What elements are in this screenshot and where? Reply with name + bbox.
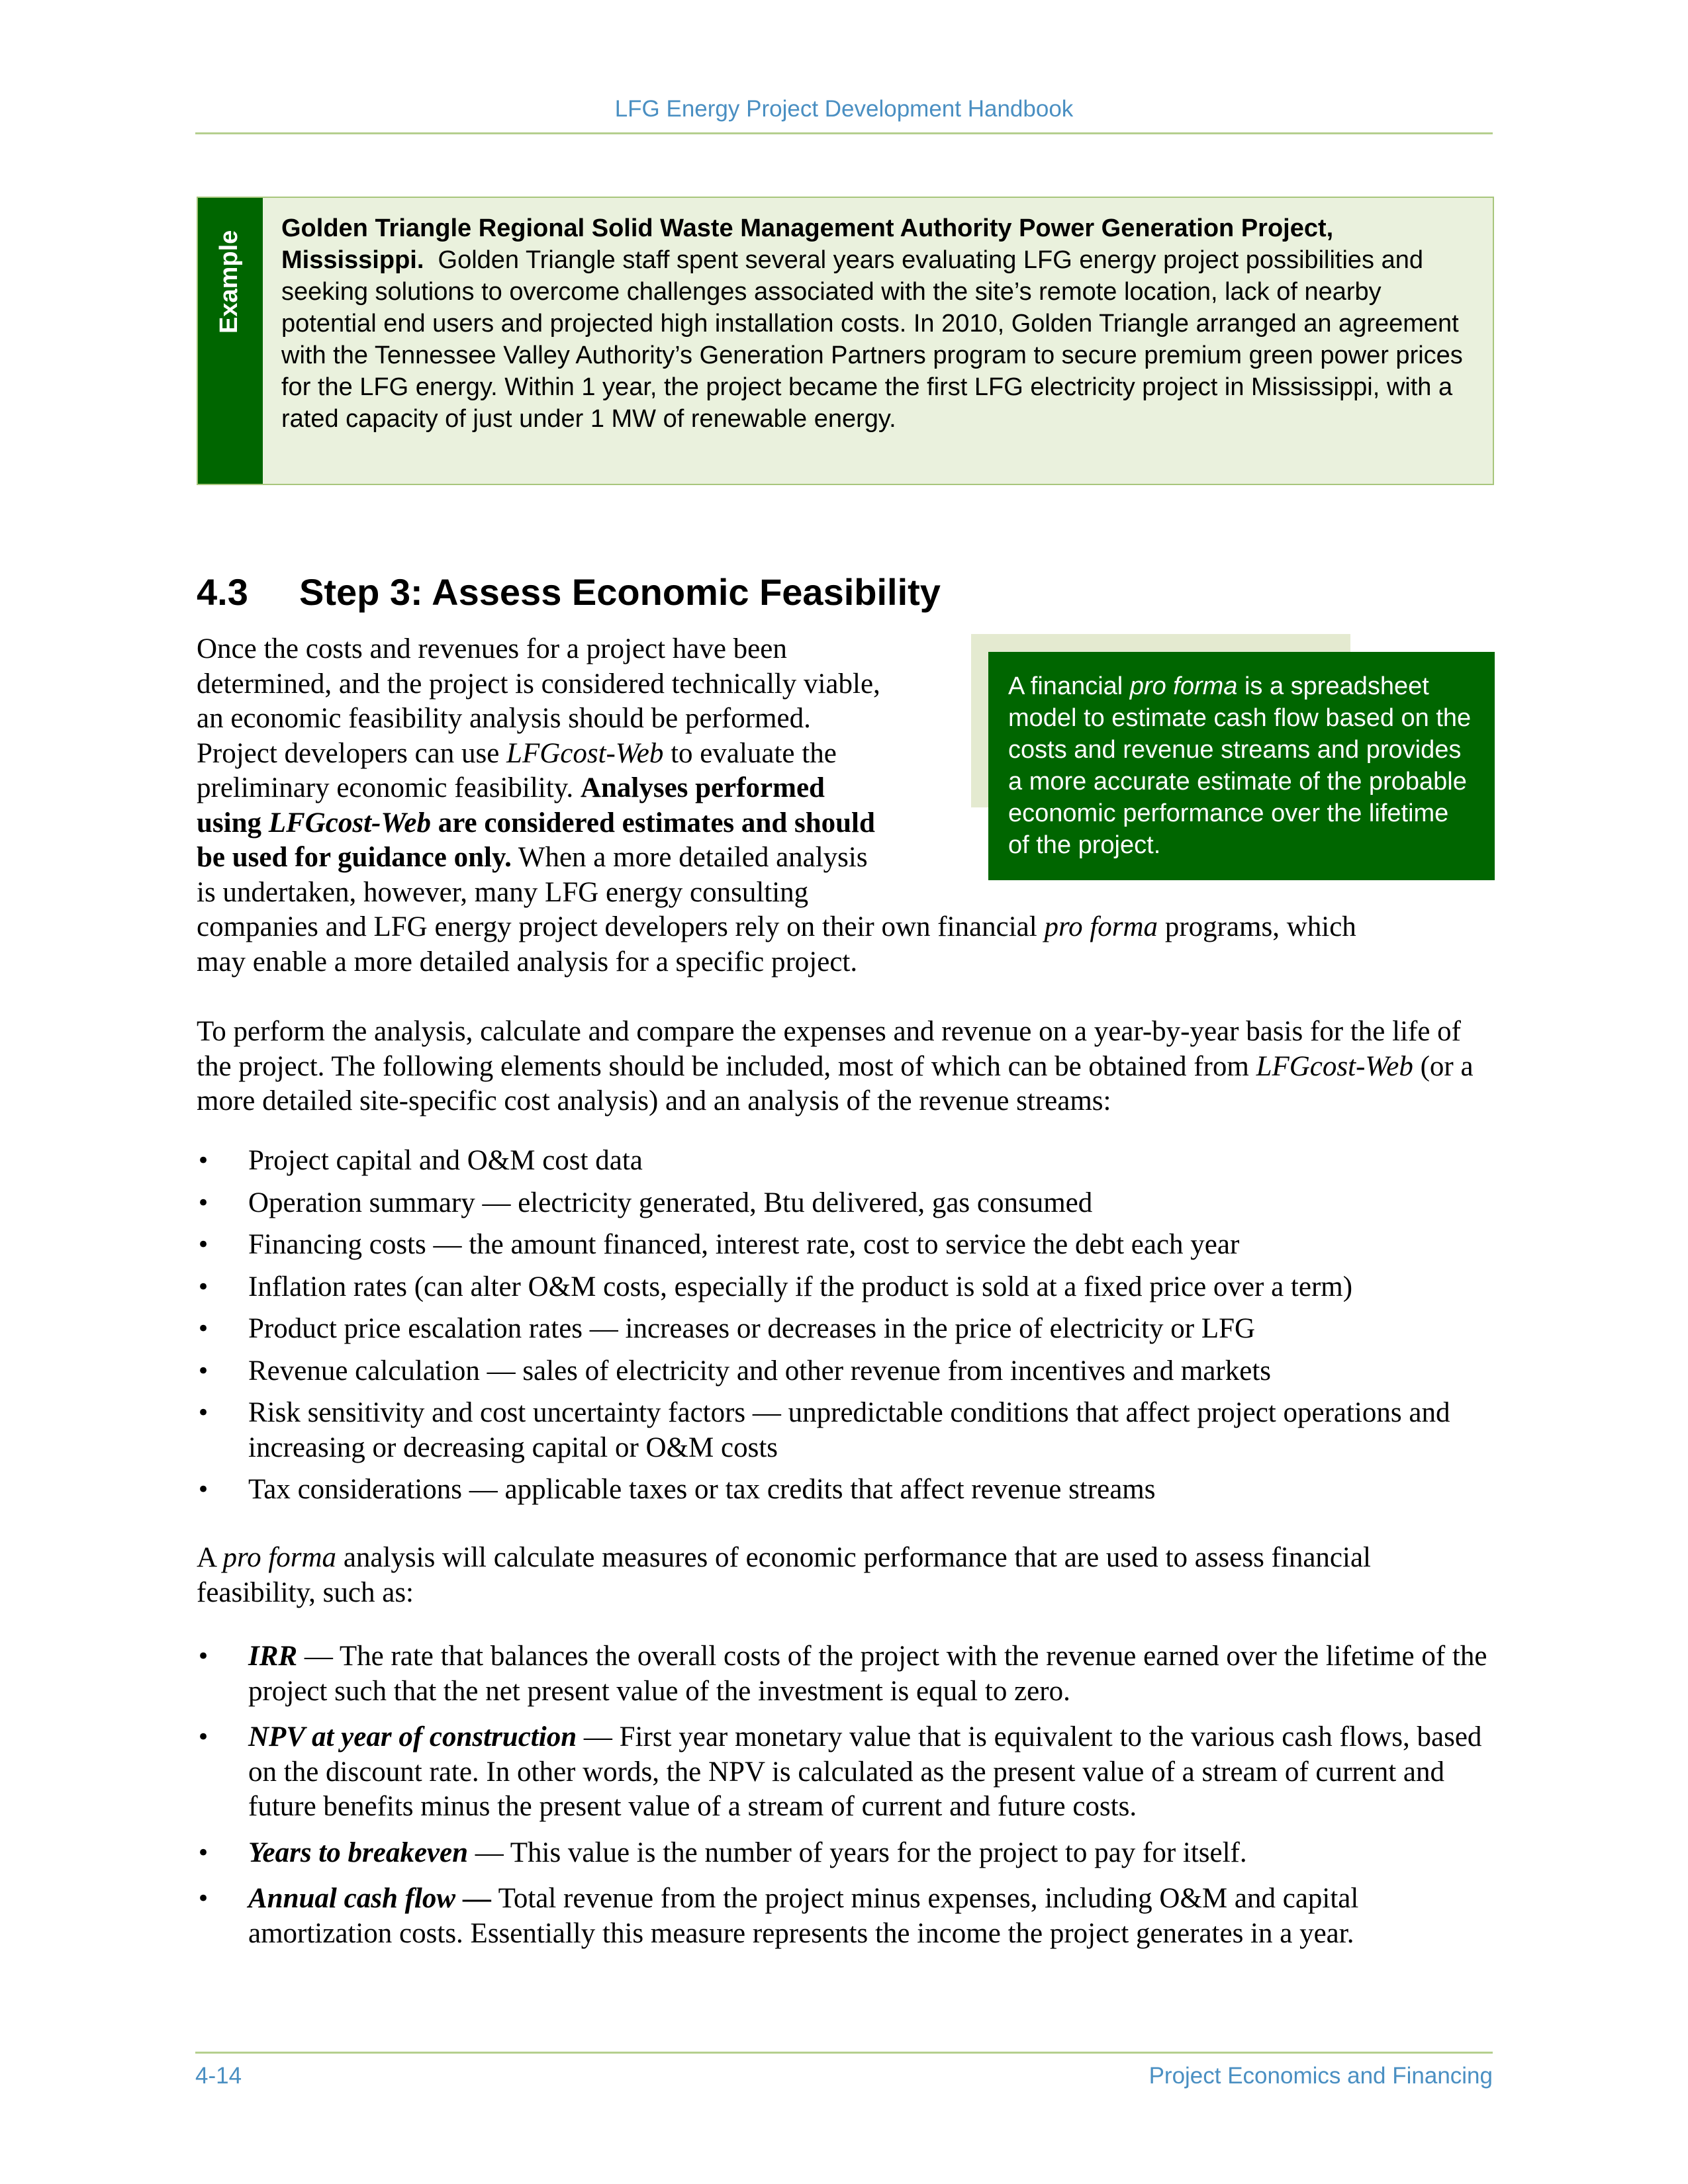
pro-forma-paragraph [197,1541,1494,1610]
example-body: Golden Triangle staff spent several years evaluating LFG energy project possibilities and seeking solutions to overcome challenges associated with the site’s remote location, lack of nearby potential end users and projected high installation costs. In 2010, Golden Triangle arranged an agreement with the Tennessee Valley Authority’s Generation Partners program to secure premium green power prices for the LFG energy. Within 1 year, the project became the first LFG electricity project in Mississippi, with a rated capacity of just under 1 MW of renewable energy. [281,246,1463,433]
chapter-title: Project Economics and Financing [1149,2063,1493,2089]
intro-line: an economic feasibility analysis should be performed. [197,703,811,734]
intro-bold-text: are considered estimates and should [430,807,875,839]
section-number: 4.3 [197,571,248,613]
page-footer [195,2052,1493,2089]
intro-line [197,771,1494,806]
example-tab-label: Example [215,230,243,334]
measure-text: First year monetary value that is equivalent to the various cash flows, based on the discount rate. In other words, the NPV is calculated as the present value of a stream of current and future benefits minus the present value of a stream of current and future costs. [248,1721,1482,1822]
analysis-paragraph [197,1015,1494,1119]
pro-forma-text: analysis will calculate measures of economic performance that are used to assess financial feasibility, such as: [197,1542,1371,1608]
intro-text: companies and LFG energy project developers rely on their own financial [197,911,1045,942]
example-title: Golden Triangle Regional Solid Waste Management Authority Power Generation Project, Mississippi. [281,214,1334,274]
example-text [281,212,1483,435]
intro-text: programs, which [1158,911,1356,942]
lfgcost-web-term: LFGcost-Web [1256,1050,1413,1082]
header-title: LFG Energy Project Development Handbook [614,96,1074,122]
measure-term: NPV at year of construction [248,1721,577,1752]
analysis-text: To perform the analysis, calculate and compare the expenses and revenue on a year-by-year basis for the life of the project. The following elements should be included, most of which can be obtained from [197,1016,1461,1082]
measure-dash: — [468,1837,510,1868]
pro-forma-term: pro forma [222,1542,337,1573]
intro-bold-text: using [197,807,269,839]
intro-line [197,910,1494,945]
intro-line: may enable a more detailed analysis for a specific project. [197,946,858,978]
list-item: • Revenue calculation — sales of electricity and other revenue from incentives and markets [197,1354,1494,1389]
measure-term: IRR [248,1641,298,1672]
intro-text: When a more detailed analysis [511,842,868,873]
intro-line [197,806,1494,841]
intro-line: Once the costs and revenues for a project have been [197,633,787,664]
list-item: • Project capital and O&M cost data [197,1144,1494,1179]
measure-dash: — [455,1883,498,1914]
intro-line: is undertaken, however, many LFG energy consulting [197,876,809,908]
example-box [197,197,1494,485]
intro-paragraph [197,632,1494,979]
measure-dash: — [577,1721,620,1752]
intro-line [197,737,1494,772]
measure-term: Annual cash flow [248,1883,456,1914]
list-item: • Operation summary — electricity generated, Btu delivered, gas consumed [197,1186,1494,1221]
intro-line [197,841,1494,876]
pro-forma-term: pro forma [1044,911,1158,942]
measure-text: This value is the number of years for the project to pay for itself. [510,1837,1247,1868]
list-item: • Tax considerations — applicable taxes or tax credits that affect revenue streams [197,1473,1494,1508]
measure-term: Years to breakeven [248,1837,468,1868]
analysis-text: (or a more detailed site-specific cost analysis) and an analysis of the revenue streams: [197,1050,1474,1116]
intro-line: determined, and the project is considered technically viable, [197,668,880,700]
measure-dash: — [297,1641,340,1672]
section-heading [197,570,941,614]
list-item: • Financing costs — the amount financed, interest rate, cost to service the debt each year [197,1228,1494,1263]
measure-text: Total revenue from the project minus expenses, including O&M and capital amortization costs. Essentially this measure represents the income the project generates in a year. [248,1883,1359,1949]
intro-bold-text: Analyses performed [580,772,825,803]
intro-bold-text: be used for guidance only. [197,842,512,873]
callout-suffix: is a spreadsheet model to estimate cash flow based on the costs and revenue streams and provides a more accurate estimate of the probable economic performance over the lifetime of the project. [1008,672,1472,859]
measure-item [197,1639,1494,1709]
list-item: • Product price escalation rates — increases or decreases in the price of electricity or LFG [197,1312,1494,1347]
intro-text: preliminary economic feasibility. [197,772,581,803]
measure-item [197,1720,1494,1825]
section-title: Step 3: Assess Economic Feasibility [299,571,941,613]
intro-text: Project developers can use [197,737,507,769]
elements-list [197,1144,1494,1515]
example-tab [198,198,263,484]
measure-item [197,1882,1494,1951]
measures-list [197,1639,1494,1962]
callout-prefix: A financial [1008,672,1130,700]
list-item: • Inflation rates (can alter O&M costs, especially if the product is sold at a fixed price over a term) [197,1270,1494,1305]
measure-item [197,1836,1494,1871]
lfgcost-web-term: LFGcost-Web [506,737,664,769]
callout-term: pro forma [1129,672,1238,700]
page-header [195,96,1493,134]
list-item: • Risk sensitivity and cost uncertainty factors — unpredictable conditions that affect project operations and increasing or decreasing capital or O&M costs [197,1396,1494,1465]
pro-forma-text: A [197,1542,223,1573]
page-number: 4-14 [195,2063,242,2089]
intro-text: to evaluate the [663,737,837,769]
measure-text: The rate that balances the overall costs of the project with the revenue earned over the lifetime of the project such that the net present value of the investment is equal to zero. [248,1641,1487,1707]
lfgcost-web-term: LFGcost-Web [268,807,431,839]
